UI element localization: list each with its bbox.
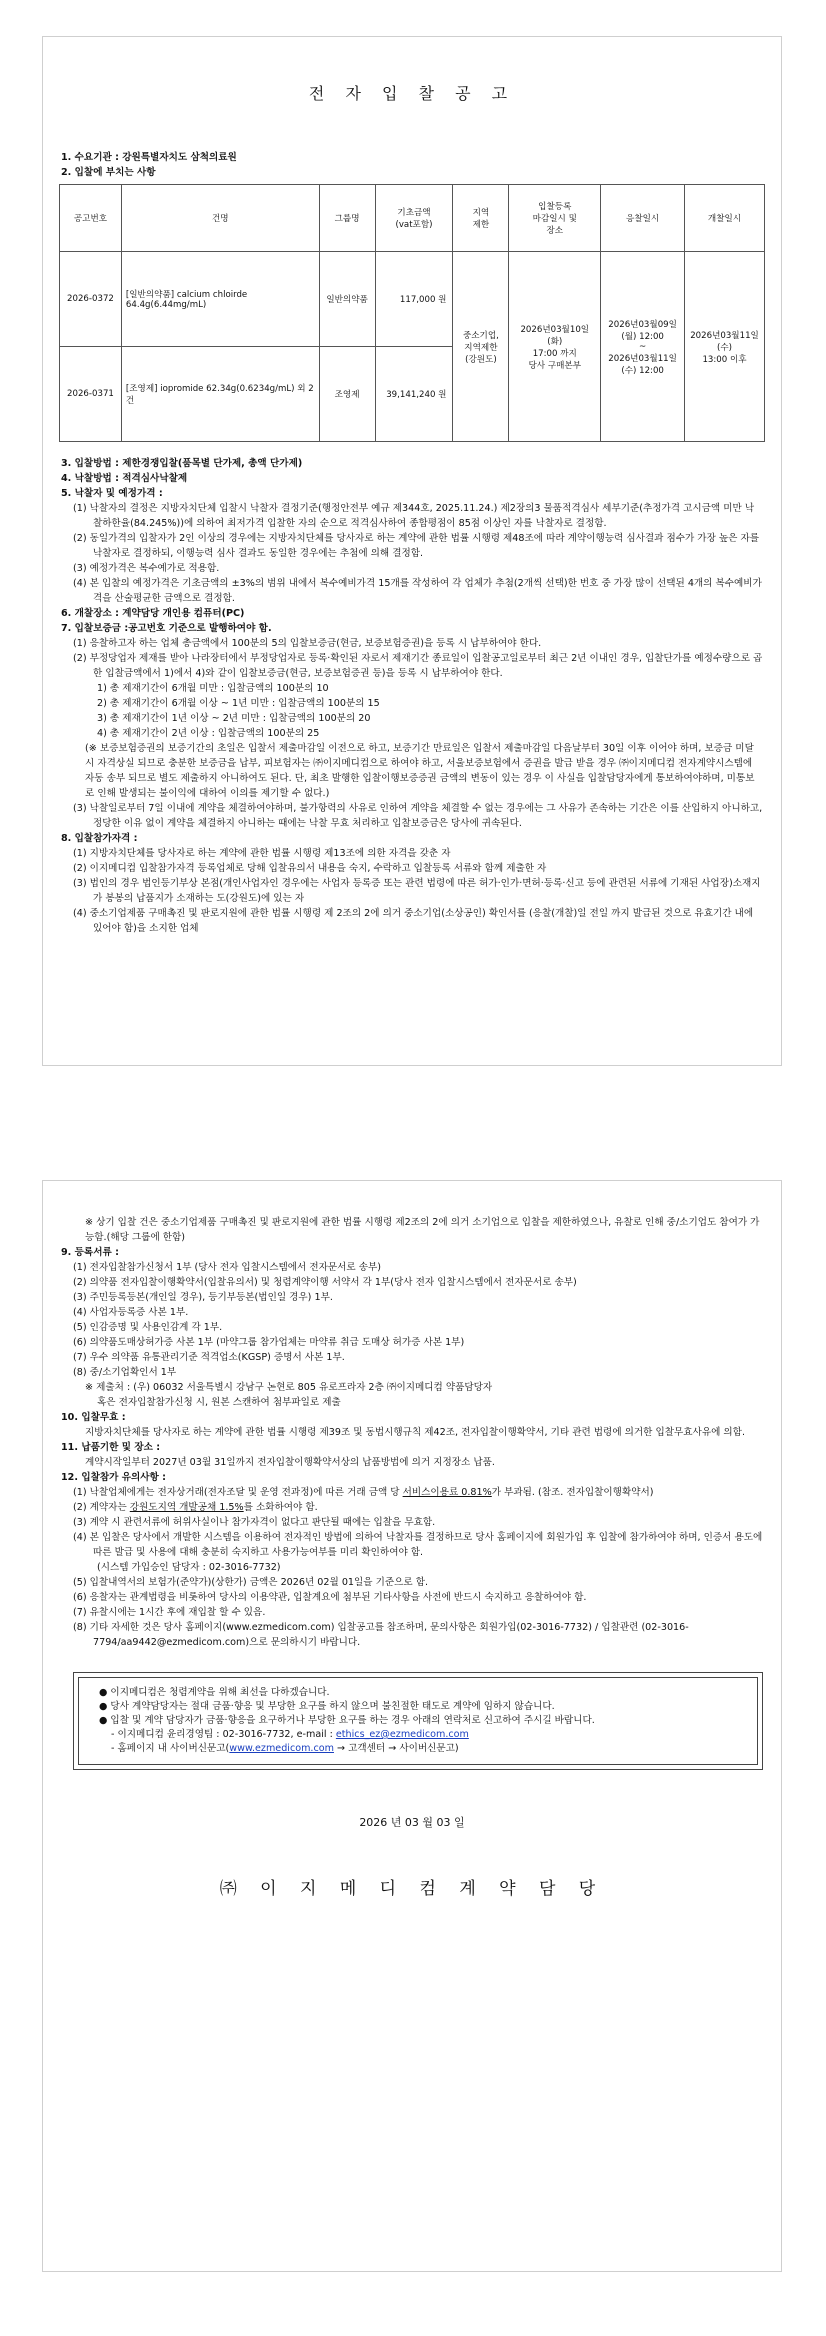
cell-deadline bbox=[509, 252, 601, 442]
section-line: (1) 낙찰업체에게는 전자상거래(전자조달 및 운영 전과정)에 따른 거래 금액 당 서비스이용료 0.81%가 부과됨. (참조. 전자입찰이행확약서) bbox=[73, 1487, 654, 1498]
notice-line: ● 이지메디컴은 청렴계약을 위해 최선을 다하겠습니다. bbox=[99, 1687, 330, 1698]
section-line: 계약시작일부터 2027년 03월 31일까지 전자입찰이행확약서상의 납품방법에 의거 지정장소 납품. bbox=[85, 1457, 495, 1468]
section-demand-agency: 1. 수요기관 : 강원특별자치도 삼척의료원 bbox=[61, 152, 237, 163]
notice-body-2 bbox=[43, 1181, 781, 1650]
bid-table-header bbox=[60, 185, 765, 252]
notice-line: ● 당사 계약담당자는 절대 금품·향응 및 부당한 요구를 하지 않으며 불친절한 태도로 계약에 임하지 않습니다. bbox=[99, 1701, 555, 1712]
cell-notice-no: 2026-0371 bbox=[60, 347, 122, 442]
underlined-text: 서비스이용료 0.81% bbox=[402, 1487, 492, 1498]
section-line: (※ 보증보험증권의 보증기간의 초일은 입찰서 제출마감일 이전으로 하고, 보증기간 만료일은 입찰서 제출마감일 다음날부터 30일 이후 이어야 하며, 보증금 미달 시 자격상실 되므로 충분한 보증금을 납부, 피보험자는 ㈜이지메디컴으로 하여야 하고, 서울보증보험에서 증권을 발급 받을 경우 ㈜이지메디컴 전자계약시스템에 자동 송부 되므로 별도 제출하지 아니하여도 된다. 단, 최초 발행한 입찰이행보증증권 금액의 변동이 있는 경우 이 사실을 입찰담당자에게 통보하여야하며, 미통보로 인해 발생되는 불이익에 대하여 이의를 제기할 수 없다.) bbox=[85, 743, 755, 799]
section-line: (2) 의약품 전자입찰이행확약서(입찰유의서) 및 청렴계약이행 서약서 각 1부(당사 전자 입찰시스템에서 전자문서로 송부) bbox=[73, 1277, 577, 1288]
cell-notice-no: 2026-0372 bbox=[60, 252, 122, 347]
page-title: 전 자 입 찰 공 고 bbox=[308, 84, 516, 103]
notice-page-1 bbox=[42, 36, 782, 1066]
section-line: (8) 중/소기업확인서 1부 bbox=[73, 1367, 177, 1378]
section-line: (4) 사업자등록증 사본 1부. bbox=[73, 1307, 189, 1318]
section-heading: 4. 낙찰방법 : 적격심사낙찰제 bbox=[61, 473, 188, 484]
cell-region bbox=[453, 252, 509, 442]
notice-body-1 bbox=[43, 456, 781, 936]
section-line: 1) 총 제재기간이 6개월 미만 : 입찰금액의 100분의 10 bbox=[97, 683, 329, 694]
section-line: 4) 총 제재기간이 2년 이상 : 입찰금액의 100분의 25 bbox=[97, 728, 320, 739]
underlined-text: 강원도지역 개발공채 1.5% bbox=[129, 1502, 244, 1513]
notice-line: ● 입찰 및 계약 담당자가 금품·향응을 요구하거나 부당한 요구를 하는 경우 아래의 연락처로 신고하여 주시길 바랍니다. bbox=[99, 1715, 595, 1726]
section-bid-items: 2. 입찰에 부치는 사항 bbox=[61, 167, 156, 178]
section-line: (3) 법인의 경우 법인등기부상 본점(개인사업자인 경우에는 사업자 등록증 또는 관련 법령에 따른 허가·인가·면허·등록·신고 등에 관련된 서류에 기재된 사업장)소재지가 봉봉의 납품지가 소재하는 도(강원도)에 있는 자 bbox=[73, 878, 761, 904]
section-line: (1) 낙찰자의 결정은 지방자치단체 입찰시 낙찰자 결정기준(행정안전부 예규 제344호, 2025.11.24.) 제2장의3 물품적격심사 세부기준(추정가격 고시금액 미만 낙찰하한율(84.245%))에 의하여 최저가격 입찰한 자의 순으로 적격심사하여 종합평점이 85점 이상인 자를 낙찰자로 결정함. bbox=[73, 503, 755, 529]
cell-opening bbox=[685, 252, 765, 442]
bid-period-text: 2026년03월09일 (월) 12:00 ~ 2026년03월11일 (수) 12:00 bbox=[608, 319, 677, 376]
section-line: (5) 인감증명 및 사용인감계 각 1부. bbox=[73, 1322, 223, 1333]
region-text: 중소기업, 지역제한 (강원도) bbox=[462, 330, 499, 365]
section-heading: 11. 납품기한 및 장소 : bbox=[61, 1442, 161, 1453]
section-line: (4) 본 입찰의 예정가격은 기초금액의 ±3%의 범위 내에서 복수예비가격 15개를 작성하여 각 업체가 추첨(2개씩 선택)한 번호 중 가장 많이 선택된 4개의 복수예비가격을 산술평균한 금액으로 결정함. bbox=[73, 578, 762, 604]
section-heading: 7. 입찰보증금 :공고번호 기준으로 발행하여야 함. bbox=[61, 623, 272, 634]
header-label: 그룹명 bbox=[334, 214, 360, 224]
section-line: ※ 상기 입찰 건은 중소기업제품 구매촉진 및 판로지원에 관한 법률 시행령 제2조의 2에 의거 소기업으로 입찰을 제한하였으나, 유찰로 인해 중/소기업도 참여가 가능함.(해당 그룹에 한함) bbox=[85, 1217, 760, 1243]
section-line: 지방자치단체를 당사자로 하는 계약에 관한 법률 시행령 제39조 및 동법시행규칙 제42조, 전자입찰이행확약서, 기타 관련 법령에 의거한 입찰무효사유에 의함. bbox=[85, 1427, 745, 1438]
section-line: (3) 예정가격은 복수예가로 적용함. bbox=[73, 563, 220, 574]
section-line: (2) 계약자는 강원도지역 개발공채 1.5%를 소화하여야 함. bbox=[73, 1502, 318, 1513]
issuer-name: ㈜ 이 지 메 디 컴 계 약 담 당 bbox=[219, 1879, 605, 1899]
notice-line: - 홈페이지 내 사이버신문고(www.ezmedicom.com → 고객센터 → 사이버신문고) bbox=[111, 1743, 459, 1754]
header-cell bbox=[453, 185, 509, 252]
section-heading: 12. 입찰참가 유의사항 : bbox=[61, 1472, 166, 1483]
section-line: (3) 계약 시 관련서류에 허위사실이나 참가자격이 없다고 판단될 때에는 입찰을 무효함. bbox=[73, 1517, 436, 1528]
header-label: 응찰일시 bbox=[626, 214, 660, 224]
cell-item-name: [조영제] iopromide 62.34g(0.6234g/mL) 외 2건 bbox=[121, 347, 319, 442]
section-heading: 6. 개찰장소 : 계약담당 개인용 컴퓨터(PC) bbox=[61, 608, 245, 619]
header-label: 입찰등록 마감일시 및 장소 bbox=[532, 202, 577, 236]
cell-amount: 117,000 원 bbox=[375, 252, 453, 347]
header-label: 건명 bbox=[211, 214, 229, 224]
section-line: (1) 응찰하고자 하는 업체 총금액에서 100분의 5의 입찰보증금(현금, 보증보험증권)을 등록 시 납부하여야 한다. bbox=[73, 638, 542, 649]
section-heading: 10. 입찰무효 : bbox=[61, 1412, 126, 1423]
section-heading: 9. 등록서류 : bbox=[61, 1247, 119, 1258]
header-label: 기초금액 (vat포함) bbox=[395, 208, 433, 230]
section-line: (2) 이지메디컴 입찰참가자격 등록업체로 당해 입찰유의서 내용을 숙지, 수락하고 입찰등록 서류와 함께 제출한 자 bbox=[73, 863, 547, 874]
section-line: (7) 우수 의약품 유통관리기준 적격업소(KGSP) 증명서 사본 1부. bbox=[73, 1352, 345, 1363]
header-label: 공고번호 bbox=[73, 214, 108, 224]
header-cell bbox=[319, 185, 375, 252]
link[interactable]: ethics_ez@ezmedicom.com bbox=[335, 1729, 469, 1740]
header-cell bbox=[509, 185, 601, 252]
cell-group: 일반의약품 bbox=[319, 252, 375, 347]
header-cell bbox=[60, 185, 122, 252]
section-line: (3) 주민등록등본(개인일 경우), 등기부등본(법인일 경우) 1부. bbox=[73, 1292, 333, 1303]
section-line: (3) 낙찰일로부터 7일 이내에 계약을 체결하여야하며, 불가항력의 사유로 인하여 계약을 체결할 수 없는 경우에는 그 사유가 존속하는 기간은 이를 산입하지 아니하고, 정당한 이유 없이 계약을 체결하지 아니하는 때에는 낙찰 무효 처리하고 입찰보증금은 당사에 귀속된다. bbox=[73, 803, 763, 829]
section-line: (시스템 가입승인 담당자 : 02-3016-7732) bbox=[97, 1562, 281, 1573]
section-line: (8) 기타 자세한 것은 당사 홈페이지(www.ezmedicom.com) 입찰공고를 참조하며, 문의사항은 회원가입(02-3016-7732) / 입찰관련 (02-3016-7794/aa9442@ezmedicom.com)으로 문의하시기 바랍니다. bbox=[73, 1622, 689, 1648]
section-line: (7) 유찰시에는 1시간 후에 재입찰 할 수 있음. bbox=[73, 1607, 266, 1618]
header-cell bbox=[121, 185, 319, 252]
section-line: 혹은 전자입찰참가신청 시, 원본 스캔하여 첨부파일로 제출 bbox=[97, 1397, 341, 1408]
opening-text: 2026년03월11일 (수) 13:00 이후 bbox=[690, 330, 759, 365]
section-line: (2) 부정당업자 제재를 받아 나라장터에서 부정당업자로 등록·확인된 자로서 제재기간 종료일이 입찰공고일로부터 최근 2년 이내인 경우, 입찰단가를 예정수량으로 곱한 입찰금액에서 1)에서 4)와 같이 입찰보증금(현금, 보증보험증권 등)을 등록 시 납부하여야 한다. bbox=[73, 653, 763, 679]
section-line: 3) 총 제재기간이 1년 이상 ~ 2년 미만 : 입찰금액의 100분의 20 bbox=[97, 713, 371, 724]
header-label: 지역 제한 bbox=[472, 208, 490, 230]
ethics-notice-content bbox=[78, 1677, 758, 1765]
link[interactable]: www.ezmedicom.com bbox=[229, 1743, 334, 1754]
notice-line: - 이지메디컴 윤리경영팀 : 02-3016-7732, e-mail : ethics_ez@ezmedicom.com bbox=[111, 1729, 469, 1740]
bid-table bbox=[59, 184, 765, 442]
section-line: (6) 응찰자는 관계법령을 비롯하여 당사의 이용약관, 입찰계요에 첨부된 기타사항을 사전에 반드시 숙지하고 응찰하여야 함. bbox=[73, 1592, 587, 1603]
notice-date: 2026 년 03 월 03 일 bbox=[359, 1816, 465, 1829]
section-line: (1) 전자입찰참가신청서 1부 (당사 전자 입찰시스템에서 전자문서로 송부) bbox=[73, 1262, 382, 1273]
header-label: 개찰일시 bbox=[707, 214, 742, 224]
section-heading: 8. 입찰참가자격 : bbox=[61, 833, 138, 844]
ethics-notice-box bbox=[73, 1672, 763, 1770]
cell-group: 조영제 bbox=[319, 347, 375, 442]
section-heading: 3. 입찰방법 : 제한경쟁입찰(품목별 단가제, 총액 단가제) bbox=[61, 458, 303, 469]
header-cell bbox=[685, 185, 765, 252]
section-line: ※ 제출처 : (우) 06032 서울특별시 강남구 논현로 805 유로프라자 2층 ㈜이지메디컴 약품담당자 bbox=[85, 1382, 493, 1393]
cell-amount: 39,141,240 원 bbox=[375, 347, 453, 442]
header-cell bbox=[601, 185, 685, 252]
table-row bbox=[60, 252, 765, 347]
section-line: (4) 중소기업제품 구매촉진 및 판로지원에 관한 법률 시행령 제 2조의 2에 의거 중소기업(소상공인) 확인서를 (응찰(개찰)일 전일 까지 발급된 것으로 유효기간 내에 있어야 함)을 소지한 업체 bbox=[73, 908, 754, 934]
deadline-text: 2026년03월10일 (화) 17:00 까지 당사 구매본부 bbox=[520, 324, 590, 371]
section-line: (4) 본 입찰은 당사에서 개발한 시스템을 이용하여 전자적인 방법에 의하여 낙찰자를 결정하므로 당사 홈페이지에 회원가입 후 입찰에 참가하여야 하며, 인증서 용도에 따른 발급 및 사용에 대해 충분히 숙지하고 사용가능여부를 미리 확인하여야 함. bbox=[73, 1532, 763, 1558]
section-line: (2) 동일가격의 입찰자가 2인 이상의 경우에는 지방자치단체를 당사자로 하는 계약에 관한 법률 시행령 제48조에 따라 계약이행능력 심사결과 점수가 가장 높은 자를 낙찰자로 결정하되, 이행능력 심사 결과도 동일한 경우에는 추첨에 의해 결정함. bbox=[73, 533, 760, 559]
section-line: 2) 총 제재기간이 6개월 이상 ~ 1년 미만 : 입찰금액의 100분의 15 bbox=[97, 698, 380, 709]
cell-item-name: [일반의약품] calcium chloirde 64.4g(6.44mg/mL) bbox=[121, 252, 319, 347]
section-line: (5) 입찰내역서의 보험가(준약가)(상한가) 금액은 2026년 02월 01일을 기준으로 함. bbox=[73, 1577, 429, 1588]
section-heading: 5. 낙찰자 및 예정가격 : bbox=[61, 488, 163, 499]
header-cell bbox=[375, 185, 453, 252]
section-line: (1) 지방자치단체를 당사자로 하는 계약에 관한 법률 시행령 제13조에 의한 자격을 갖춘 자 bbox=[73, 848, 451, 859]
notice-page-2 bbox=[42, 1180, 782, 2272]
cell-bid-period bbox=[601, 252, 685, 442]
section-line: (6) 의약품도매상허가증 사본 1부 (마약그룹 참가업체는 마약류 취급 도매상 허가증 사본 1부) bbox=[73, 1337, 465, 1348]
